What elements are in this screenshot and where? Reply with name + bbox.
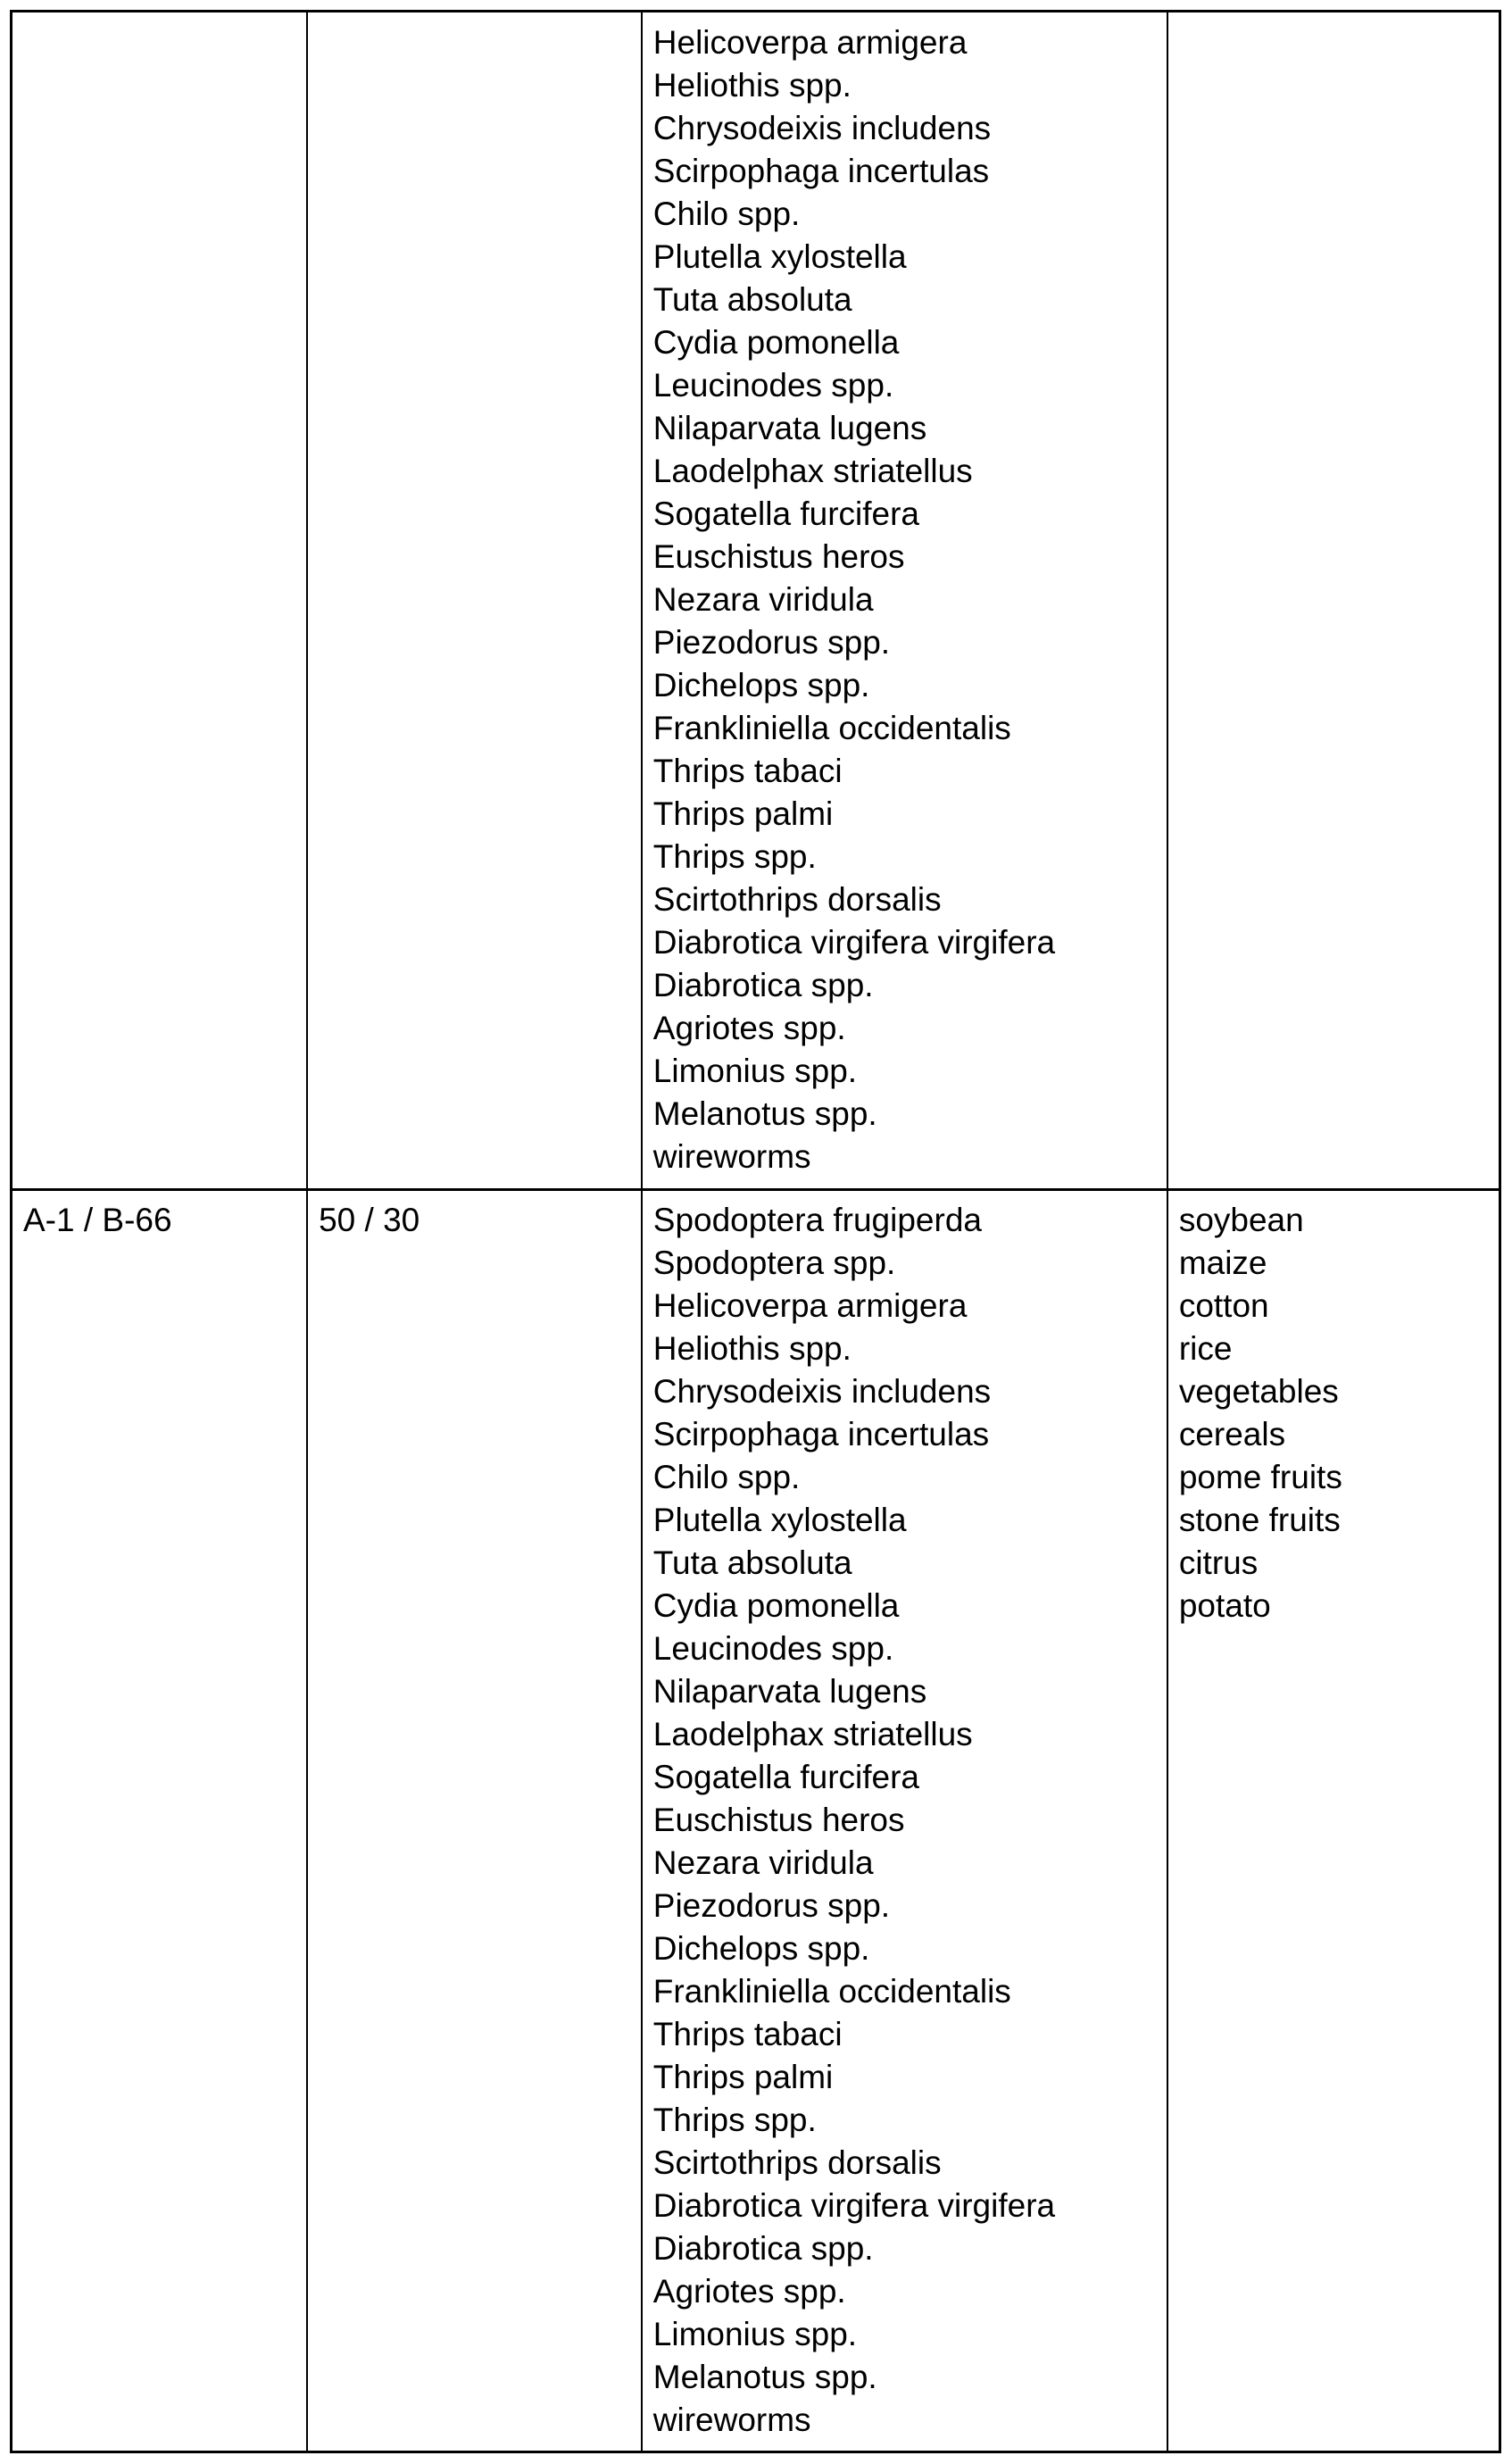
pest-name: Piezodorus spp. (652, 1887, 891, 1924)
pest-name: Chrysodeixis includens (652, 1373, 992, 1410)
pest-name: Thrips spp. (652, 2102, 817, 2138)
pest-name: Sogatella furcifera (652, 495, 919, 532)
crop-name: rice (1178, 1330, 1233, 1367)
pest-name: Melanotus spp. (652, 2359, 877, 2395)
pest-name: Leucinodes spp. (652, 1630, 894, 1667)
pest-name: Scirtothrips dorsalis (652, 2144, 942, 2181)
pest-name: Cydia pomonella (652, 1587, 900, 1624)
pest-name: Dichelops spp. (652, 667, 870, 703)
pest-name: Diabrotica spp. (652, 2230, 874, 2267)
pest-name: Diabrotica virgifera virgifera (652, 2187, 1056, 2224)
pest-name: Sogatella furcifera (652, 1759, 919, 1795)
pest-name: Frankliniella occidentalis (652, 710, 1011, 746)
pest-name: Scirpophaga incertulas (652, 153, 990, 189)
pest-name: Spodoptera spp. (652, 1244, 896, 1281)
pest-name: Nezara viridula (652, 581, 874, 618)
pest-name: Nilaparvata lugens (652, 410, 927, 446)
pest-name: Spodoptera frugiperda (652, 1202, 982, 1238)
pest-name: Scirpophaga incertulas (652, 1416, 990, 1453)
pest-name: Piezodorus spp. (652, 624, 891, 661)
crop-name: citrus (1178, 1544, 1259, 1581)
pest-name: Laodelphax striatellus (652, 1716, 973, 1752)
crops-cell (1167, 1190, 1500, 2452)
pest-name: Nilaparvata lugens (652, 1673, 927, 1710)
pest-name: Euschistus heros (652, 1802, 905, 1838)
code-cell (12, 12, 308, 1190)
pest-name: Thrips tabaci (652, 753, 843, 789)
pest-name: Thrips tabaci (652, 2016, 843, 2052)
pest-name: Dichelops spp. (652, 1930, 870, 1967)
pest-name: Laodelphax striatellus (652, 453, 973, 489)
pest-name: Heliothis spp. (652, 1330, 852, 1367)
pest-name: Helicoverpa armigera (652, 24, 968, 61)
pest-name: Thrips palmi (652, 2059, 834, 2095)
pest-name: Chilo spp. (652, 1459, 801, 1495)
crop-name: maize (1178, 1244, 1267, 1281)
pest-name: Heliothis spp. (652, 67, 852, 104)
pest-name: Agriotes spp. (652, 1010, 846, 1046)
crop-name: cotton (1178, 1287, 1269, 1324)
table-row (12, 12, 1500, 1190)
crop-name: vegetables (1178, 1373, 1339, 1410)
pest-name: Helicoverpa armigera (652, 1287, 968, 1324)
pests-cell (642, 12, 1167, 1190)
pest-name: Tuta absoluta (652, 1544, 852, 1581)
pest-name: Nezara viridula (652, 1844, 874, 1881)
pest-name: Chrysodeixis includens (652, 110, 992, 146)
crop-name: cereals (1178, 1416, 1286, 1453)
pest-name: Leucinodes spp. (652, 367, 894, 404)
code-text: A-1 / B-66 (23, 1202, 172, 1238)
pest-name: Melanotus spp. (652, 1095, 877, 1132)
pest-name: wireworms (652, 1138, 811, 1175)
pest-name: wireworms (652, 2402, 811, 2438)
crop-name: stone fruits (1178, 1502, 1341, 1538)
rate-cell (307, 1190, 642, 2452)
crop-name: potato (1178, 1587, 1271, 1624)
code-cell (12, 1190, 308, 2452)
mixture-pest-crop-table (10, 10, 1501, 2453)
pest-name: Frankliniella occidentalis (652, 1973, 1011, 2010)
table-row (12, 1190, 1500, 2452)
pest-name: Cydia pomonella (652, 324, 900, 361)
code-text (23, 21, 306, 64)
pest-name: Diabrotica virgifera virgifera (652, 924, 1056, 961)
pest-name: Plutella xylostella (652, 1502, 907, 1538)
pest-name: Scirtothrips dorsalis (652, 881, 942, 918)
rate-text (319, 21, 641, 64)
pest-name: Tuta absoluta (652, 281, 852, 318)
pest-name: Limonius spp. (652, 2316, 858, 2352)
crop-name: pome fruits (1178, 1459, 1342, 1495)
pest-name: Agriotes spp. (652, 2273, 846, 2310)
pest-name: Diabrotica spp. (652, 967, 874, 1003)
pest-name: Euschistus heros (652, 538, 905, 575)
pest-name: Thrips palmi (652, 795, 834, 832)
crop-name: soybean (1178, 1202, 1304, 1238)
pest-name: Plutella xylostella (652, 238, 907, 275)
pest-name: Chilo spp. (652, 196, 801, 232)
pest-name: Thrips spp. (652, 838, 817, 875)
pests-cell (642, 1190, 1167, 2452)
crops-cell (1167, 12, 1500, 1190)
rate-cell (307, 12, 642, 1190)
rate-text: 50 / 30 (319, 1202, 420, 1238)
pest-name: Limonius spp. (652, 1053, 858, 1089)
